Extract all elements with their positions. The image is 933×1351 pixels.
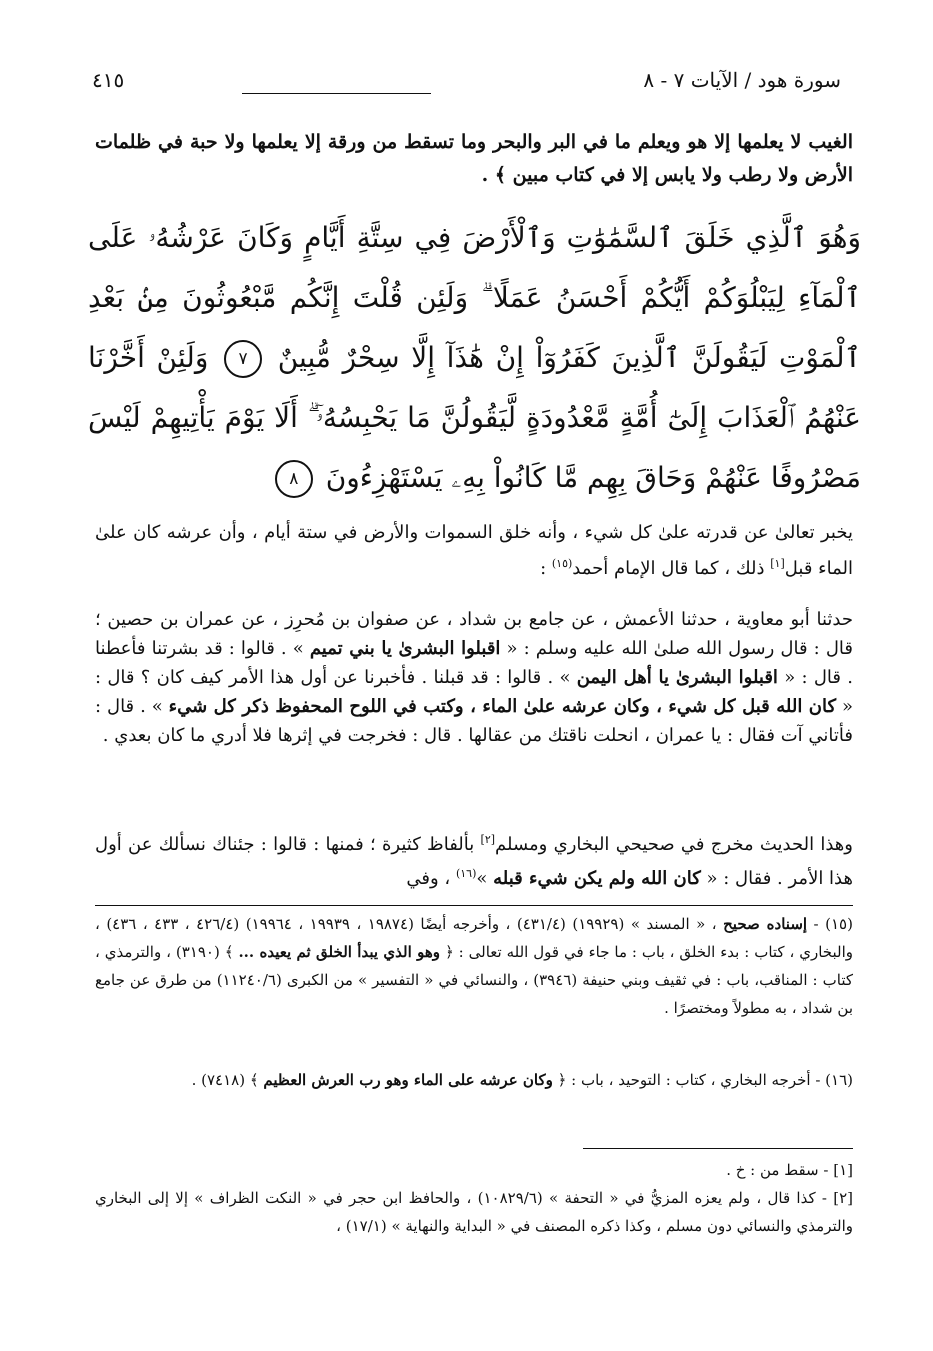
endnote-1: [١] - سقط من : خ . bbox=[726, 1161, 853, 1179]
paragraph-text: حدثنا أبو معاوية ، حدثنا الأعمش ، عن جامع بن شداد ، عن صفوان بن مُحرِز ، عن عمران بن حصين ؛ قال : قال رسول الله صلىٰ الله عليه وسلم : « bbox=[95, 609, 853, 659]
paragraph-text: ، وفي bbox=[406, 868, 456, 889]
footnote-text: ﴾ (٣١٩٠) ، والترمذي ، كتاب : المناقب، باب : في ثقيف وبني حنيفة (٣٩٤٦) ، والنسائي في « التفسير » من الكبرى (١١٢٤٠/٦) من طرق عن جامع بن شداد ، به مطولاً ومختصرًا . bbox=[95, 943, 853, 1017]
endnote-2: [٢] - كذا قال ، ولم يعزه المزيُّ في « التحفة » (١٠٨٢٩/٦) ، والحافظ ابن حجر في « النكت الظراف » إلا إلى البخاري والترمذي والنسائي دون مسلم ، وكذا ذكره المصنف في « البداية والنهاية » (١٧/١) ، bbox=[95, 1189, 853, 1235]
tafsir-paragraph-3 bbox=[95, 825, 853, 893]
footnote-text: (١٦) - أخرجه البخاري ، كتاب : التوحيد ، باب : ﴿ bbox=[552, 1071, 853, 1089]
endnote-divider bbox=[583, 1148, 853, 1149]
page-number: ٤١٥ bbox=[92, 68, 125, 92]
endnote-ref: [٢] bbox=[480, 833, 496, 846]
footnote-divider bbox=[95, 905, 853, 906]
footnote-verse: وهو الذي يبدأ الخلق ثم يعيده ... bbox=[238, 943, 441, 961]
paragraph-text: بألفاظ كثيرة ؛ فمنها : قالوا : جئناك نسألك عن أول هذا الأمر . فقال : « bbox=[95, 834, 853, 889]
footnote-ref: (١٥) bbox=[551, 557, 573, 570]
footnote-verse: وكان عرشه على الماء وهو رب العرش العظيم bbox=[263, 1071, 553, 1089]
intro-paragraph: الغيب لا يعلمها إلا هو ويعلم ما في البر والبحر وما تسقط من ورقة إلا يعلمها ولا حبة في ظلمات الأرض ولا رطب ولا يابس إلا في كتاب مبين ﴾ . bbox=[95, 131, 853, 186]
paragraph-text: » . قال : فأتاني آت فقال : يا عمران ، انحلت ناقتك من عقالها . قال : فخرجت في إثرها فلا أدري ما كان بعدي . bbox=[95, 696, 853, 746]
paragraph-text: » . قالوا : قد بشرتنا فأعطنا . قال : « bbox=[95, 638, 853, 688]
footnote-text: ﴾ (٧٤١٨) . bbox=[191, 1071, 264, 1089]
paragraph-text: » . قالوا : قد قبلنا . فأخبرنا عن أول هذا الأمر كيف كان ؟ قال : « bbox=[95, 667, 854, 717]
running-title: سورة هود / الآيات ٧ - ٨ bbox=[643, 68, 841, 92]
paragraph-text: : bbox=[540, 558, 552, 579]
footnote-text: ، « المسند » (١٩٩٢٩) (٤٣١/٤) ، وأخرجه أيضًا (١٩٨٧٤ ، ١٩٩٣٩ ، ١٩٩٦٤) (٤٢٦/٤ ، ٤٣٣ ، ٤٣٦) ، والبخاري ، كتاب : بدء الخلق ، باب : ما جاء في قول الله تعالى : ﴿ bbox=[95, 915, 853, 961]
hadith-quote: اقبلوا البشرىٰ يا أهل اليمن bbox=[576, 667, 778, 688]
page-header bbox=[92, 68, 841, 104]
endnotes bbox=[95, 1156, 853, 1240]
footnote-15 bbox=[95, 910, 853, 1022]
paragraph-text: ذلك ، كما قال الإمام أحمد bbox=[572, 558, 771, 579]
hadith-quote: اقبلوا البشرىٰ يا بني تميم bbox=[309, 638, 501, 659]
tafsir-paragraph-1 bbox=[95, 517, 853, 584]
hadith-quote: كان الله ولم يكن شيء قبله bbox=[493, 868, 701, 889]
header-rule bbox=[242, 93, 431, 94]
paragraph-text: وهذا الحديث مخرج في صحيحي البخاري ومسلم bbox=[495, 834, 853, 855]
footnote-ref: (١٦) bbox=[455, 867, 477, 880]
footnote-text: (١٥) - bbox=[807, 915, 853, 933]
paragraph-text: يخبر تعالىٰ عن قدرته علىٰ كل شيء ، وأنه خلق السموات والأرض في ستة أيام ، وأن عرشه كان علىٰ الماء قبل bbox=[95, 522, 853, 579]
endnote-ref: [١] bbox=[770, 557, 785, 570]
footnote-grade: إسناده صحيح bbox=[723, 915, 808, 933]
hadith-quote: كان الله قبل كل شيء ، وكان عرشه علىٰ الماء ، وكتب في اللوح المحفوظ ذكر كل شيء bbox=[168, 696, 837, 717]
ayah-number-icon: ٨ bbox=[275, 460, 313, 498]
verse-text-1: وَهُوَ ٱلَّذِي خَلَقَ ٱلسَّمَٰوَٰتِ وَٱلْأَرْضَ فِي سِتَّةِ أَيَّامٍ وَكَانَ عَرْشُهُۥ عَلَى ٱلْمَآءِ لِيَبْلُوَكُمْ أَيُّكُمْ أَحْسَنُ عَمَلًا ۗ وَلَئِن قُلْتَ إِنَّكُم مَّبْعُوثُونَ مِنۢ بَعْدِ ٱلْمَوْتِ لَيَقُولَنَّ ٱلَّذِينَ كَفَرُوٓاْ إِنْ هَٰذَآ إِلَّا سِحْرٌ مُّبِينٌ bbox=[88, 221, 862, 374]
verse-text-2: وَلَئِنْ أَخَّرْنَا عَنْهُمُ ٱلْعَذَابَ إِلَىٰٓ أُمَّةٍ مَّعْدُودَةٍ لَّيَقُولُنَّ مَا يَحْبِسُهُۥٓ ۗ أَلَا يَوْمَ يَأْتِيهِمْ لَيْسَ مَصْرُوفًا عَنْهُمْ وَحَاقَ بِهِم مَّا كَانُواْ بِهِۦ يَسْتَهْزِءُونَ bbox=[88, 341, 861, 494]
hadith-paragraph bbox=[95, 605, 853, 750]
ayah-number-icon: ٧ bbox=[224, 340, 262, 378]
paragraph-text: » bbox=[476, 868, 494, 889]
quran-verse bbox=[88, 208, 861, 508]
footnote-16 bbox=[95, 1066, 853, 1094]
